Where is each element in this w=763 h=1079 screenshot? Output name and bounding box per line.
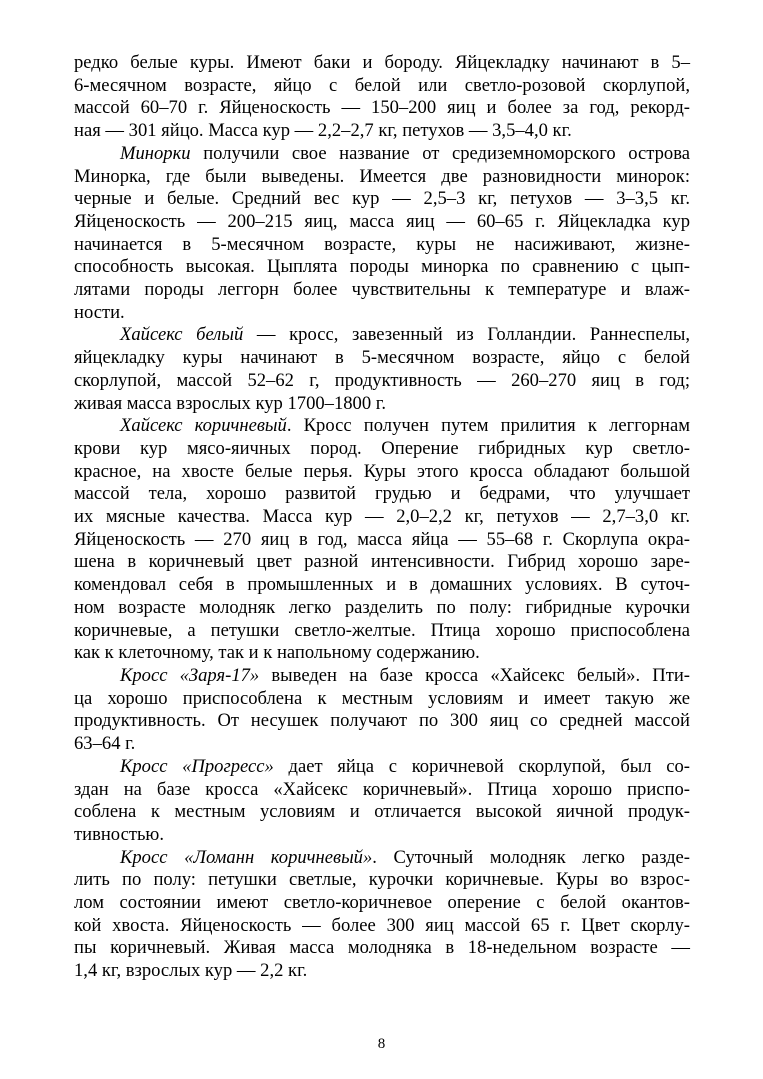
text-line (74, 461, 690, 484)
line-text: получили свое название от средиземноморского острова (190, 142, 690, 164)
line-text: лить по полу: петушки светлые, курочки коричневые. Куры во взрос- (74, 869, 690, 891)
breed-name: Кросс «Прогресс» (120, 755, 274, 777)
text-line (74, 256, 690, 279)
text-line (74, 915, 690, 938)
line-text: их мясные качества. Масса кур — 2,0–2,2 кг, петухов — 2,7–3,0 кг. (74, 506, 690, 528)
line-text: красное, на хвосте белые перья. Куры этого кросса обладают большой (74, 460, 690, 482)
line-text: массой тела, хорошо развитой грудью и бедрами, что улучшает (74, 483, 690, 505)
line-text: 63–64 г. (74, 733, 136, 755)
text-line (74, 75, 690, 98)
text-line (74, 234, 690, 257)
line-text: . Кросс получен путем прилития к леггорнам (286, 415, 690, 437)
breed-name: Минорки (120, 142, 191, 164)
line-text: Минорка, где были выведены. Имеется две разновидности минорок: (74, 165, 690, 187)
text-line (74, 937, 690, 960)
text-line (74, 97, 690, 120)
text-line (74, 120, 690, 143)
line-text: редко белые куры. Имеют баки и бороду. Яйцекладку начинают в 5– (74, 52, 690, 73)
line-text: скорлупой, массой 52–62 г, продуктивность — 260–270 яиц в год; (74, 369, 690, 391)
paragraph-minorki (74, 143, 690, 325)
text-line (74, 188, 690, 211)
line-text: живая масса взрослых кур 1700–1800 г. (74, 392, 386, 414)
line-text: Яйценоскость — 200–215 яиц, масса яиц — 60–65 г. Яйцекладка кур (74, 210, 690, 232)
breed-name: Кросс «Заря-17» (120, 664, 260, 686)
text-line (74, 642, 690, 665)
text-line (74, 347, 690, 370)
paragraph-lohmann (74, 847, 690, 983)
text-line (74, 166, 690, 189)
line-text: ная — 301 яйцо. Масса кур — 2,2–2,7 кг, петухов — 3,5–4,0 кг. (74, 120, 572, 142)
breed-name: Хайсекс коричневый (120, 415, 287, 437)
text-line (74, 960, 690, 983)
text-line (74, 370, 690, 393)
line-text: лом состоянии имеют светло-коричневое оперение с белой окантов- (74, 892, 690, 914)
text-line (74, 415, 690, 438)
text-line (74, 574, 690, 597)
line-text: начинается в 5-месячном возрасте, куры не насиживают, жизне- (74, 233, 690, 255)
line-text: выведен на базе кросса «Хайсекс белый». Пти- (259, 664, 690, 686)
line-text: здан на базе кросса «Хайсекс коричневый». Птица хорошо приспо- (74, 778, 690, 800)
paragraph-zarya (74, 665, 690, 756)
line-text: как к клеточному, так и к напольному содержанию. (74, 642, 480, 664)
line-text: . Суточный молодняк легко разде- (372, 846, 690, 868)
text-line (74, 529, 690, 552)
text-line (74, 393, 690, 416)
line-text: способность высокая. Цыплята породы минорка по сравнению с цып- (74, 256, 690, 278)
text-line (74, 620, 690, 643)
page-body (74, 52, 690, 983)
text-line (74, 710, 690, 733)
text-line (74, 52, 690, 75)
line-text: крови кур мясо-яичных пород. Оперение гибридных кур светло- (74, 437, 690, 459)
line-text: ца хорошо приспособлена к местным условиям и имеет такую же (74, 687, 690, 709)
text-line (74, 551, 690, 574)
paragraph-continuation (74, 52, 690, 143)
text-line (74, 824, 690, 847)
line-text: соблена к местным условиям и отличается высокой яичной продук- (74, 801, 690, 823)
breed-name: Хайсекс белый (120, 324, 244, 346)
text-line (74, 847, 690, 870)
text-line (74, 688, 690, 711)
text-line (74, 665, 690, 688)
paragraph-progress (74, 756, 690, 847)
text-line (74, 892, 690, 915)
paragraph-hisex-white (74, 324, 690, 415)
text-line (74, 756, 690, 779)
line-text: ности. (74, 301, 125, 323)
line-text: черные и белые. Средний вес кур — 2,5–3 кг, петухов — 3–3,5 кг. (74, 188, 690, 210)
text-line (74, 597, 690, 620)
line-text: лятами породы леггорн более чувствительны к температуре и влаж- (74, 279, 690, 301)
text-line (74, 211, 690, 234)
line-text: — кросс, завезенный из Голландии. Раннеспелы, (243, 324, 690, 346)
line-text: 1,4 кг, взрослых кур — 2,2 кг. (74, 960, 308, 982)
line-text: яйцекладку куры начинают в 5-месячном возрасте, яйцо с белой (74, 347, 690, 369)
text-line (74, 506, 690, 529)
line-text: массой 60–70 г. Яйценоскость — 150–200 яиц и более за год, рекорд- (74, 97, 690, 119)
text-line (74, 869, 690, 892)
line-text: ном возрасте молодняк легко разделить по полу: гибридные курочки (74, 596, 690, 618)
line-text: кой хвоста. Яйценоскость — более 300 яиц массой 65 г. Цвет скорлу- (74, 914, 690, 936)
text-line (74, 143, 690, 166)
line-text: коричневые, а петушки светло-желтые. Птица хорошо приспособлена (74, 619, 690, 641)
text-line (74, 302, 690, 325)
line-text: продуктивность. От несушек получают по 300 яиц со средней массой (74, 710, 690, 732)
line-text: дает яйца с коричневой скорлупой, был со- (273, 755, 691, 777)
breed-name: Кросс «Ломанн коричневый» (120, 846, 373, 868)
text-line (74, 733, 690, 756)
text-line (74, 324, 690, 347)
line-text: пы коричневый. Живая масса молодняка в 18-недельном возрасте — (74, 937, 690, 959)
line-text: комендовал себя в промышленных и в домашних условиях. В суточ- (74, 574, 690, 596)
text-line (74, 801, 690, 824)
line-text: 6-месячном возрасте, яйцо с белой или светло-розовой скорлупой, (74, 74, 690, 96)
text-line (74, 483, 690, 506)
line-text: Яйценоскость — 270 яиц в год, масса яйца — 55–68 г. Скорлупа окра- (74, 528, 690, 550)
page-number: 8 (377, 1036, 386, 1052)
text-line (74, 438, 690, 461)
text-line (74, 279, 690, 302)
text-line (74, 779, 690, 802)
line-text: тивностью. (74, 823, 164, 845)
line-text: шена в коричневый цвет разной интенсивности. Гибрид хорошо заре- (74, 551, 690, 573)
paragraph-hisex-brown (74, 415, 690, 665)
